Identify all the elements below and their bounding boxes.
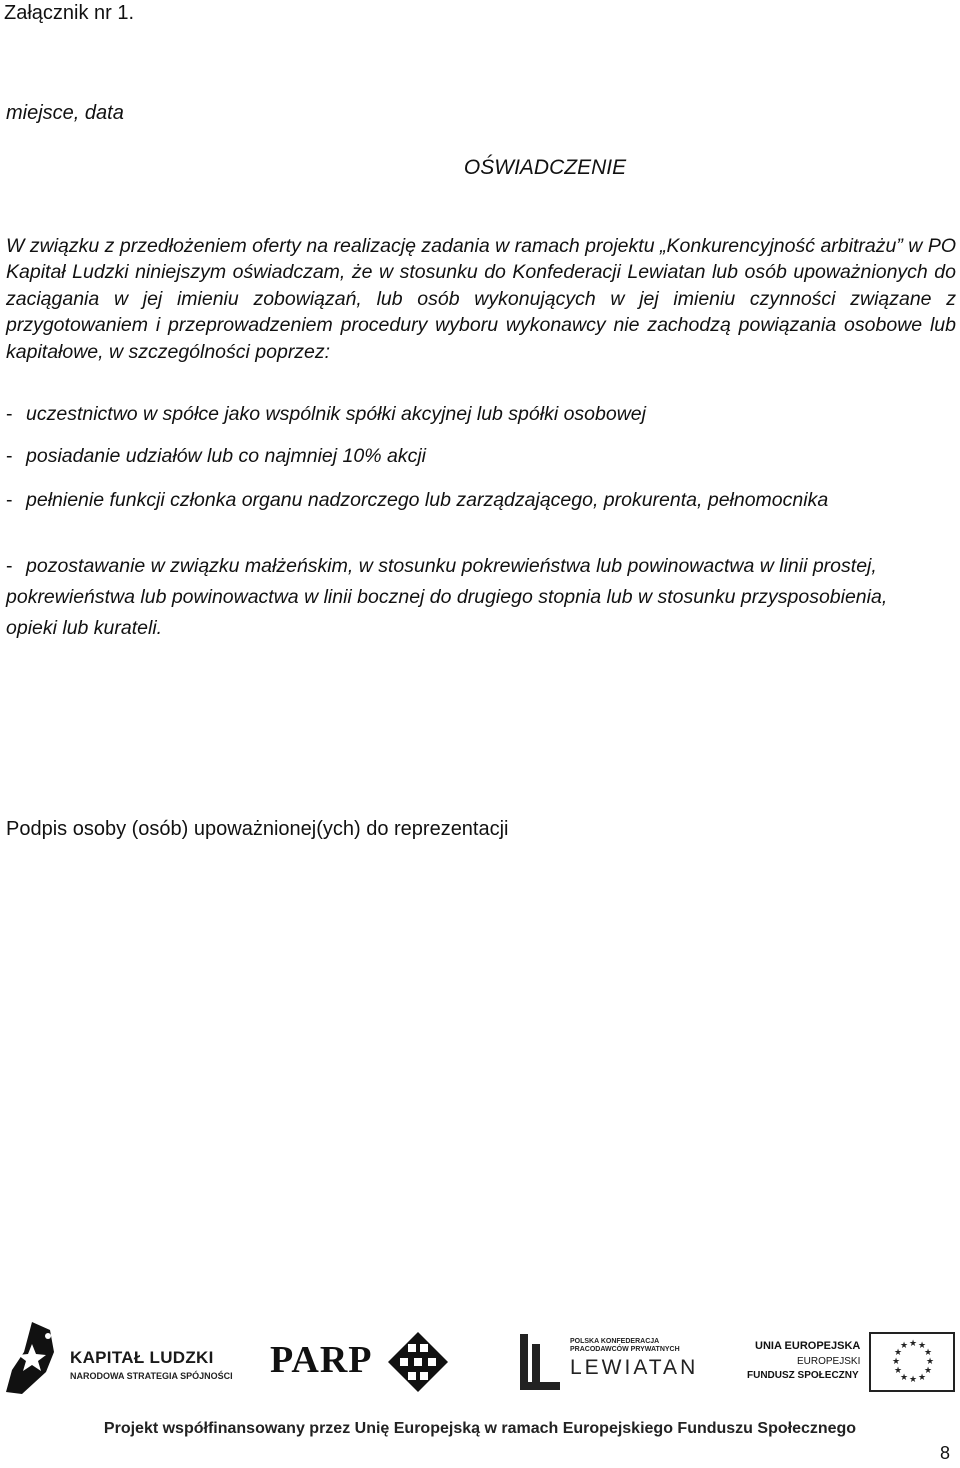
kapital-ludzki-emblem-icon <box>2 1322 62 1398</box>
svg-text:★: ★ <box>894 1348 903 1358</box>
kapital-ludzki-subtitle: NARODOWA STRATEGIA SPÓJNOŚCI <box>70 1371 233 1381</box>
list-item: - pozostawanie w związku małżeńskim, w stosunku pokrewieństwa lub powinowactwa w linii prostej, pokrewieństwa lub powinowactwa w linii bocznej do drugiego stopnia lub w stosunku przysposobienia, opieki lub kurateli. <box>6 555 888 639</box>
svg-text:★: ★ <box>924 1366 933 1376</box>
svg-text:★: ★ <box>909 1375 918 1385</box>
place-date-label: miejsce, data <box>6 102 124 124</box>
page-number: 8 <box>940 1443 951 1463</box>
svg-text:★: ★ <box>918 1373 927 1383</box>
signature-label: Podpis osoby (osób) upoważnionej(ych) do reprezentacji <box>6 818 509 840</box>
svg-text:★: ★ <box>918 1341 927 1351</box>
lewiatan-logo <box>518 1320 698 1400</box>
kapital-ludzki-logo <box>2 1320 242 1400</box>
logo-strip <box>0 1320 960 1400</box>
parp-emblem-icon <box>386 1330 450 1394</box>
lewiatan-name: LEWIATAN <box>570 1356 699 1379</box>
lewiatan-caption: POLSKA KONFEDERACJA PRACODAWCÓW PRYWATNYCH <box>570 1338 680 1353</box>
eu-line-3: FUNDUSZ SPOŁECZNY <box>747 1370 859 1381</box>
list-item: - pełnienie funkcji członka organu nadzorczego lub zarządzającego, prokurenta, pełnomocnika <box>6 489 829 511</box>
parp-text: PARP <box>270 1339 373 1381</box>
kapital-ludzki-title: KAPITAŁ LUDZKI <box>70 1348 214 1367</box>
svg-text:★: ★ <box>892 1357 901 1367</box>
lewiatan-emblem-icon <box>518 1334 562 1396</box>
eu-logo <box>735 1320 960 1400</box>
svg-text:★: ★ <box>926 1357 935 1367</box>
attachment-label: Załącznik nr 1. <box>4 2 135 24</box>
eu-line-1: UNIA EUROPEJSKA <box>755 1340 861 1352</box>
eu-line-2: EUROPEJSKI <box>797 1356 861 1367</box>
svg-text:★: ★ <box>900 1341 909 1351</box>
svg-text:★: ★ <box>909 1339 918 1349</box>
svg-text:★: ★ <box>900 1373 909 1383</box>
parp-logo <box>270 1320 450 1400</box>
list-item: - posiadanie udziałów lub co najmniej 10% akcji <box>6 445 426 467</box>
document-title: OŚWIADCZENIE <box>463 156 627 179</box>
eu-stars-icon <box>871 1334 953 1390</box>
svg-text:★: ★ <box>924 1348 933 1358</box>
svg-text:★: ★ <box>894 1366 903 1376</box>
list-item: - uczestnictwo w spółce jako wspólnik spółki akcyjnej lub spółki osobowej <box>6 403 646 425</box>
declaration-paragraph: W związku z przedłożeniem oferty na realizację zadania w ramach projektu „Konkurencyjność arbitrażu” w PO Kapitał Ludzki niniejszym oświadczam, że w stosunku do Konfederacji Lewiatan lub osób upoważnionych do zaciągania w jej imieniu zobowiązań, lub osób wykonujących w jej imieniu czynności związane z przygotowaniem i przeprowadzeniem procedury wyboru wykonawcy nie zachodzą powiązania osobowe lub kapitałowe, w szczególności poprzez: <box>6 235 956 363</box>
eu-flag-icon <box>869 1332 955 1392</box>
cofinancing-note: Projekt współfinansowany przez Unię Europejską w ramach Europejskiego Funduszu Społecznego <box>103 1420 857 1437</box>
